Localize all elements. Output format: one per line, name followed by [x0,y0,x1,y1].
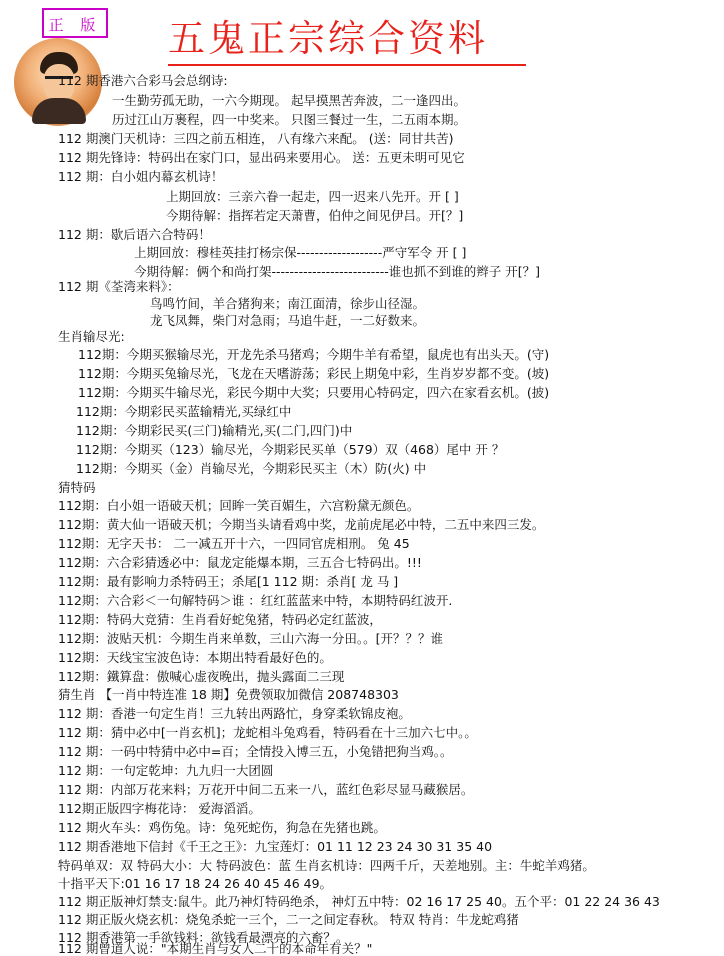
text-line: 112 期：内部万花来料；万花开中间二五来一八，蓝红色彩尽显马藏猴居。 [58,782,474,797]
text-line: 112 期正版火烧玄机：烧兔杀蛇一三个，二一之间定春秋。 特双 特肖：牛龙蛇鸡猪 [58,912,519,927]
text-line: 112期：今期买（金）肖输尽光，今期彩民买主（木）防(火) 中 [76,461,427,476]
section-heading: 猜生肖 【一肖中特连准 18 期】免费领取加微信 208748303 [58,687,399,702]
text-line: 112 期先锋诗：特码出在家门口，显出码来要用心。 送：五更未明可见它 [58,150,465,165]
text-line: 112 期：猜中必中[一肖玄机]；龙蛇相斗兔鸡看，特码看在十三加六七中。。 [58,725,477,740]
text-line: 112 期《荃湾来料》： [58,279,180,294]
text-line: 112期：鐵算盘：傲喊心虚夜晚出，抛头露面二三现 [58,669,345,684]
text-line: 鸟鸣竹间，羊合猪狗来；南江面清，徐步山径湿。 [150,296,426,311]
version-badge: 正 版 [42,8,108,38]
text-line: 112 期：歇后语六合特码！ [58,227,211,242]
text-line: 上期回放：穆桂英挂打杨宗保-------------------严守军令 开 [ ] [134,245,467,260]
text-line: 112期：今期买（123）输尽光，今期彩民买单（579）双（468）尾中 开 ？ [76,442,505,457]
section-heading: 猜特码 [58,480,96,495]
text-line: 112期：最有影响力杀特码王；杀尾[1 112 期：杀肖[ 龙 马 ] [58,574,399,589]
text-line: 上期回放：三亲六眷一起走，四一迟来八先开。开 [ ] [166,189,459,204]
text-line: 112期：今期买兔输尽光，飞龙在天嗜游荡；彩民上期兔中彩，生肖岁岁都不变。(坡) [78,366,550,381]
text-line: 112期：白小姐一语破天机；回眸一笑百媚生，六宫粉黛无颜色。 [58,498,420,513]
text-line: 112期：今期彩民买(三门)输精光,买(二门,四门)中 [76,423,353,438]
text-line: 112 期：一码中特猜中必中=百；全情投入博三五，小兔错把狗当鸡。。 [58,744,453,759]
text-line: 112 期澳门天机诗：三四之前五相连， 八有缘六来配。 (送：同甘共苦) [58,131,454,146]
text-line: 112 期：香港一句定生肖！三九转出两路忙，身穿柔软锦皮袍。 [58,706,411,721]
text-line: 112 期香港地下信封《千王之王》：九宝莲灯：01 11 12 23 24 30 31 35 40 [58,839,493,854]
text-line: 112期：今期买猴输尽光，开龙先杀马猪鸡；今期牛羊有希望，鼠虎也有出头天。(守) [78,347,550,362]
text-line: 112 期香港六合彩马会总纲诗: [58,73,228,88]
text-line: 特码单双：双 特码大小：大 特码波色：蓝 生肖玄机诗：四两千斤，天差地别。主：牛蛇羊鸡猪。 [58,858,595,873]
text-line: 112期：无字天书： 二一减五开十六，一四同官虎相刑。 兔 45 [58,536,410,551]
text-line: 112 期正版神灯禁支:鼠牛。此乃神灯特码绝杀， 神灯五中特：02 16 17 25 40。五个平：01 22 24 36 43 [58,894,660,909]
text-line: 112 期曾道人说："本期生肖与女人二十的本命年有关？" [58,941,373,956]
text-line: 112期：今期买牛输尽光，彩民今期中大奖；只要用心特码定，四六在家看玄机。(披) [78,385,550,400]
text-line: 112期：六合彩＜一句解特码＞谁 ：红红蓝蓝来中特，本期特码红波开. [58,593,453,608]
text-line: 112 期：白小姐内幕玄机诗！ [58,169,224,184]
text-line: 112期：特码大竞猜：生肖看好蛇兔猪，特码必定红蓝波， [58,612,382,627]
text-line: 龙飞凤舞，柴门对急雨；马追牛赶，一二好数来。 [150,313,426,328]
text-line: 112期：六合彩猜透必中：鼠龙定能爆本期，三五合七特码出。!!! [58,555,422,570]
text-line: 一生勤劳孤无助，一六今期现。 起早摸黑苦奔波，二一逢四出。 [112,93,466,108]
text-line: 112 期：一句定乾坤：九九归一大团圆 [58,763,274,778]
text-line: 十指平天下:01 16 17 18 24 26 40 45 46 49。 [58,876,333,891]
text-line: 112期：黄大仙一语破天机；今期当头请看鸡中奖，龙前虎尾必中特，二五中来四三发。 [58,517,545,532]
text-line: 112期：天线宝宝波色诗：本期出特看最好色的。 [58,650,332,665]
text-line: 112期：今期彩民买蓝输精光,买绿红中 [76,404,292,419]
text-line: 历过江山万裹程，四一中奖来。 只图三餐过一生，二五雨本期。 [112,112,466,127]
title-underline [168,64,526,66]
text-line: 今期待解：俩个和尚打架--------------------------谁也抓不到谁的辫子 开[？] [134,264,541,279]
text-line: 112 期香港第一手欲钱料：欲钱看最漂亮的六畜？。 [58,930,349,945]
text-line: 112期：波贴天机：今期生肖来单数，三山六海一分田。。[开？？？谁 [58,631,443,646]
section-heading: 生肖输尽光: [58,329,125,344]
text-line: 112 期火车头：鸡伤兔。诗：兔死蛇伤，狗急在先猪也跳。 [58,820,386,835]
text-line: 112期正版四字梅花诗： 爱海滔滔。 [58,801,261,816]
text-line: 今期待解：指挥若定天萧曹，伯仲之间见伊吕。开[？] [166,208,464,223]
page-title: 五鬼正宗综合资料 [168,17,488,60]
